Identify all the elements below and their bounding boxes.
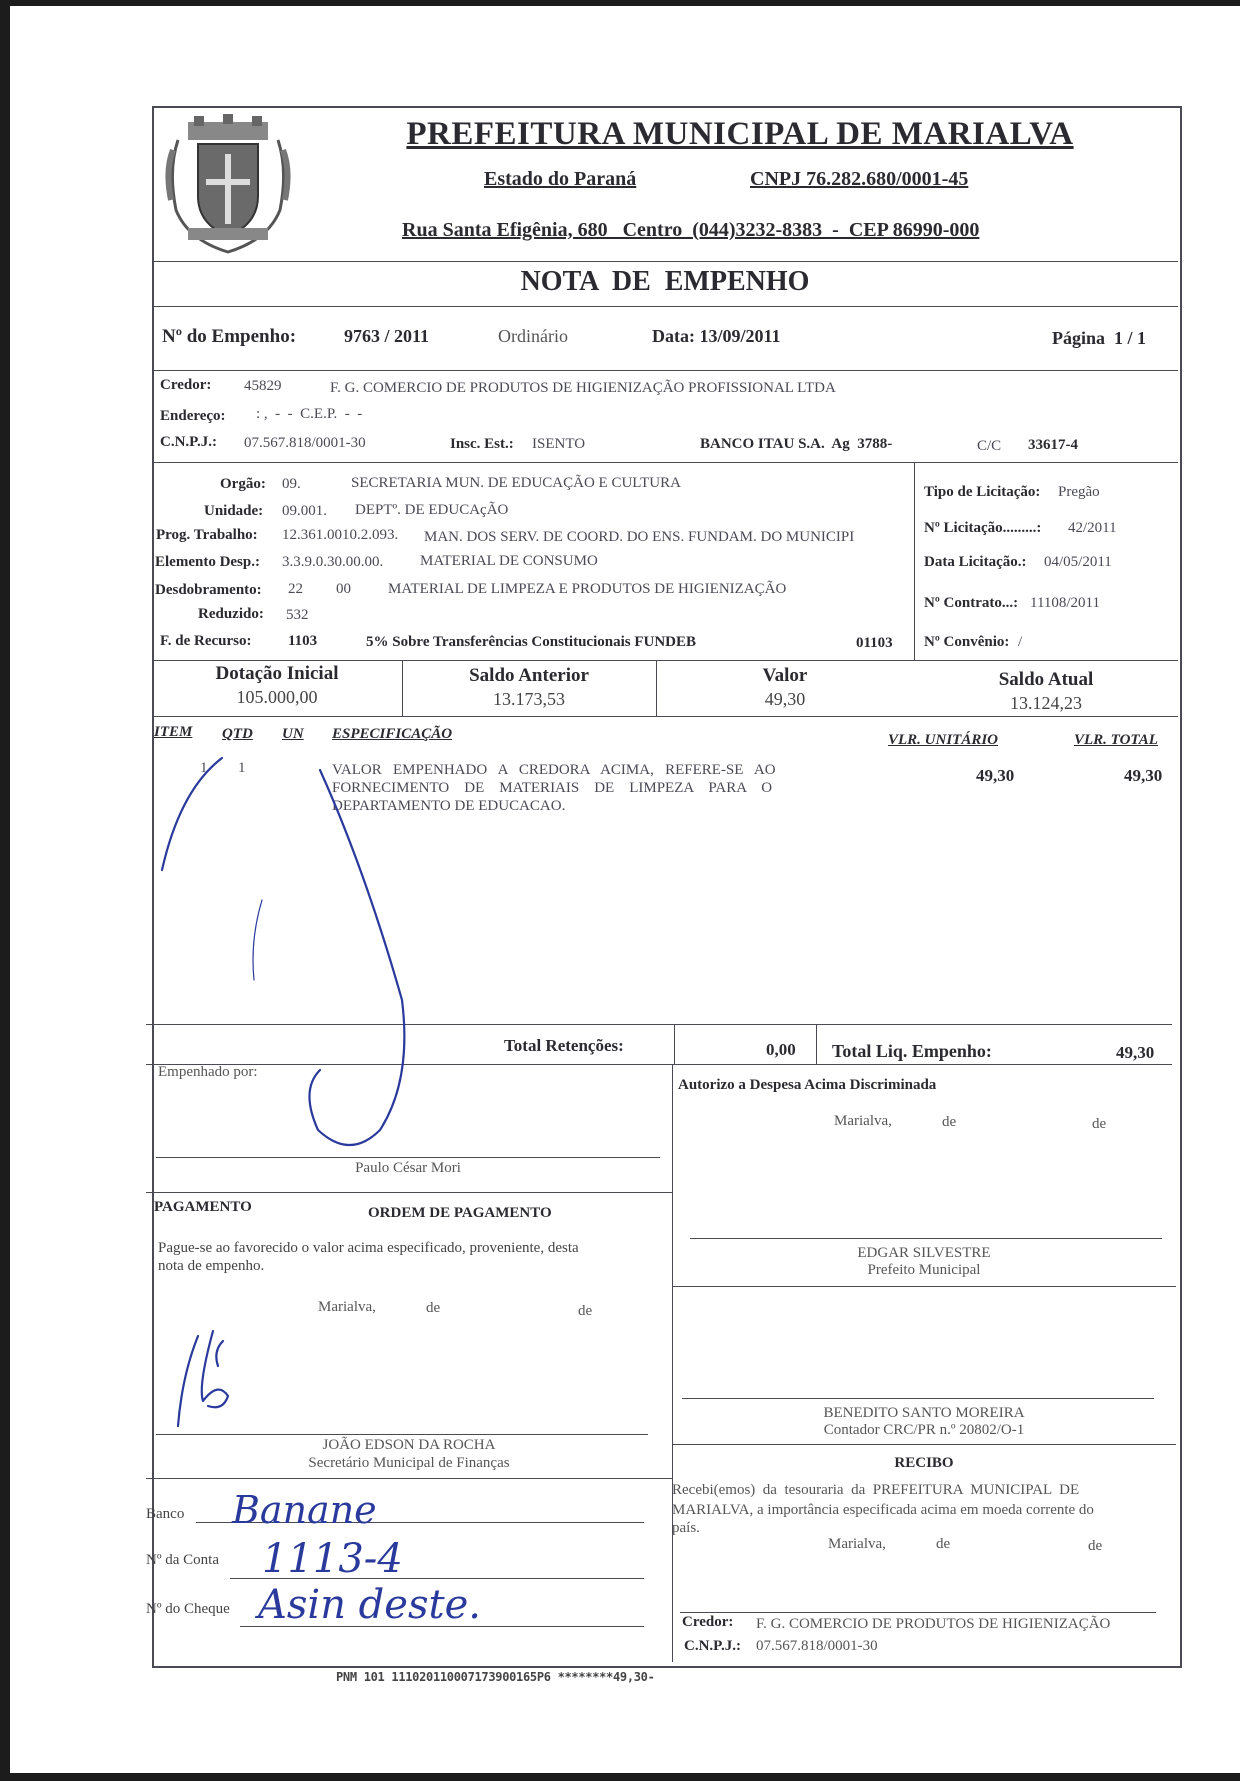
divider [672,1064,673,1662]
page-title: PREFEITURA MUNICIPAL DE MARIALVA [406,116,1074,152]
recurso-code2: 01103 [856,635,893,651]
reduzido-value: 532 [286,607,309,623]
header-estado: Estado do Paraná [484,168,637,190]
empenho-data: Data: 13/09/2011 [652,326,781,346]
licitacao-num-label: Nº Licitação.........: [924,520,1042,536]
pagamento-text-line: Pague-se ao favorecido o valor acima especificado, proveniente, desta [158,1240,579,1256]
pagamento-text-line: nota de empenho. [158,1258,265,1274]
divider [146,1192,672,1193]
divider [152,660,1178,661]
reduzido-label: Reduzido: [198,606,264,622]
conta-label: Nº da Conta [146,1552,219,1568]
valor-value: 49,30 [764,689,806,709]
item-spec-line: DEPARTAMENTO DE EDUCACAO. [332,798,566,814]
recibo-cnpj-value: 07.567.818/0001-30 [756,1638,878,1654]
empenhado-signature [150,750,430,1160]
recibo-text-line: MARIALVA, a importância especificada acima em moeda corrente do [672,1502,1094,1518]
signature-line [690,1238,1162,1239]
elemento-code: 3.3.9.0.30.00.00. [282,554,384,570]
recurso-code: 1103 [288,633,318,649]
prog-label: Prog. Trabalho: [156,527,258,543]
endereco-value: : , - - C.E.P. - - [256,406,363,422]
retencoes-value: 0,00 [766,1040,796,1059]
items-col-qtd: QTD [222,726,253,742]
insc-value: ISENTO [532,436,586,452]
saldo-atual-label: Saldo Atual [998,669,1094,690]
recibo-title: RECIBO [894,1455,954,1471]
items-col-un: UN [282,726,304,742]
orgao-code: 09. [282,476,301,492]
desdobramento-code: 22 [288,581,303,597]
pagamento-place: Marialva, [318,1299,376,1315]
municipal-coat-of-arms-icon [158,110,298,256]
credor-cnpj-label: C.N.P.J.: [160,434,217,450]
orgao-label: Orgão: [220,476,266,492]
licitacao-data: 04/05/2011 [1044,554,1112,570]
saldo-anterior-value: 13.173,53 [493,689,565,709]
signature-line [682,1398,1154,1399]
prog-code: 12.361.0010.2.093. [282,527,399,543]
credor-code: 45829 [244,378,282,394]
prog-value: MAN. DOS SERV. DE COORD. DO ENS. FUNDAM. DO MUNICIPI [424,529,855,545]
elemento-value: MATERIAL DE CONSUMO [420,553,598,569]
empenho-number-label: Nº do Empenho: [162,326,297,347]
credor-cnpj: 07.567.818/0001-30 [244,435,366,451]
recurso-value: 5% Sobre Transferências Constitucionais FUNDEB [366,634,697,650]
saldo-anterior-label: Saldo Anterior [469,665,589,686]
divider [672,1444,1176,1445]
item-spec-line: VALOR EMPENHADO A CREDORA ACIMA, REFERE-SE AO [332,762,776,778]
desdobramento-value: MATERIAL DE LIMPEZA E PRODUTOS DE HIGIENIZAÇÃO [388,581,787,597]
scan-corner-left [0,0,10,1781]
pagamento-signature [168,1326,268,1436]
empenhado-label: Empenhado por: [158,1064,258,1080]
liq-empenho-value: 49,30 [1116,1043,1155,1062]
recurso-label: F. de Recurso: [160,633,252,649]
divider [152,716,1178,717]
dotacao-label: Dotação Inicial [215,663,339,684]
empenho-number: 9763 / 2011 [344,326,430,346]
footer-code: PNM 101 111020110007173900165P6 ********49,30- [336,1670,655,1684]
unidade-value: DEPTº. DE EDUCAçÃO [355,502,509,518]
scan-corner-top [0,0,1240,6]
desdobramento-code2: 00 [336,581,351,597]
cc-label: C/C [977,438,1002,454]
item-qtd: 1 [238,760,246,776]
autorizo-label: Autorizo a Despesa Acima Discriminada [678,1077,937,1093]
items-col-total: VLR. TOTAL [1074,732,1158,748]
secretario-name: JOÃO EDSON DA ROCHA [322,1437,496,1453]
signature-line [680,1612,1156,1613]
empenho-tipo: Ordinário [498,326,568,346]
items-col-espec: ESPECIFICAÇÃO [332,726,453,742]
item-unit-value: 49,30 [976,766,1015,785]
elemento-label: Elemento Desp.: [155,554,260,570]
secretario-role: Secretário Municipal de Finanças [308,1455,510,1471]
divider [152,370,1178,371]
prefeito-name: EDGAR SILVESTRE [857,1245,991,1261]
convenio-value: / [1018,634,1023,650]
credor-label: Credor: [160,377,212,393]
contrato-label: Nº Contrato...: [924,595,1019,611]
scan-corner-bottom [0,1773,1240,1781]
item-number: 1 [200,760,208,776]
item-total-value: 49,30 [1124,766,1163,785]
empenho-pagina: Página 1 / 1 [1052,328,1147,348]
contrato-value: 11108/2011 [1030,595,1100,611]
recibo-credor-label: Credor: [682,1614,734,1630]
desdobramento-label: Desdobramento: [155,582,262,598]
divider [146,1478,672,1479]
pagamento-de-2: de [578,1303,593,1319]
banco-label: Banco [146,1506,185,1522]
header-cnpj: CNPJ 76.282.680/0001-45 [750,168,969,190]
recibo-text-line: Recebi(emos) da tesouraria da PREFEITURA MUNICIPAL DE [672,1482,1080,1498]
unidade-label: Unidade: [204,503,264,519]
autorizo-de-1: de [942,1114,957,1130]
insc-label: Insc. Est.: [450,436,514,452]
convenio-label: Nº Convênio: [924,634,1010,650]
header-address: Rua Santa Efigênia, 680 Centro (044)3232-8383 - CEP 86990-000 [402,219,980,241]
unidade-code: 09.001. [282,503,327,519]
divider [152,261,1178,262]
retencoes-label: Total Retenções: [504,1036,624,1055]
saldo-atual-value: 13.124,23 [1010,693,1082,713]
endereco-label: Endereço: [160,408,226,424]
licitacao-data-label: Data Licitação.: [924,554,1027,570]
divider [674,1024,675,1064]
divider [152,306,1178,307]
autorizo-place: Marialva, [834,1113,892,1129]
banco-handwritten: Banane [232,1488,377,1532]
items-col-item: ITEM [154,724,193,740]
contador-role: Contador CRC/PR n.º 20802/O-1 [823,1422,1025,1438]
recibo-credor-value: F. G. COMERCIO DE PRODUTOS DE HIGIENIZAÇÃO [756,1616,1111,1632]
empenhado-name: Paulo César Mori [355,1160,461,1176]
prefeito-role: Prefeito Municipal [867,1262,981,1278]
recibo-text-line: país. [672,1520,700,1536]
items-col-unit: VLR. UNITÁRIO [888,732,999,748]
autorizo-de-2: de [1092,1116,1107,1132]
licitacao-tipo: Pregão [1058,484,1100,500]
credor-name: F. G. COMERCIO DE PRODUTOS DE HIGIENIZAÇÃO PROFISSIONAL LTDA [330,380,836,396]
licitacao-tipo-label: Tipo de Licitação: [924,484,1041,500]
recibo-de-2: de [1088,1538,1103,1554]
cheque-label: Nº do Cheque [146,1601,230,1617]
divider [152,462,1178,463]
ordem-pagamento-label: ORDEM DE PAGAMENTO [368,1205,552,1221]
cc-value: 33617-4 [1028,437,1078,453]
recibo-de-1: de [936,1536,951,1552]
doc-title: NOTA DE EMPENHO [520,266,810,297]
contador-name: BENEDITO SANTO MOREIRA [823,1405,1025,1421]
divider [672,1286,1176,1287]
licitacao-num: 42/2011 [1068,520,1117,536]
recibo-cnpj-label: C.N.P.J.: [684,1638,741,1654]
pagamento-de-1: de [426,1300,441,1316]
cheque-handwritten: Asin deste. [258,1582,481,1628]
valor-label: Valor [762,665,808,686]
conta-handwritten: 1113-4 [262,1536,403,1582]
item-spec-line: FORNECIMENTO DE MATERIAIS DE LIMPEZA PARA O [332,780,773,796]
banco-info: BANCO ITAU S.A. Ag 3788- [700,436,893,452]
orgao-value: SECRETARIA MUN. DE EDUCAÇÃO E CULTURA [351,475,681,491]
divider [914,462,915,660]
liq-empenho-label: Total Liq. Empenho: [832,1041,992,1061]
pagamento-label: PAGAMENTO [154,1199,252,1215]
recibo-place: Marialva, [828,1536,886,1552]
dotacao-value: 105.000,00 [236,687,318,707]
divider [816,1024,817,1064]
